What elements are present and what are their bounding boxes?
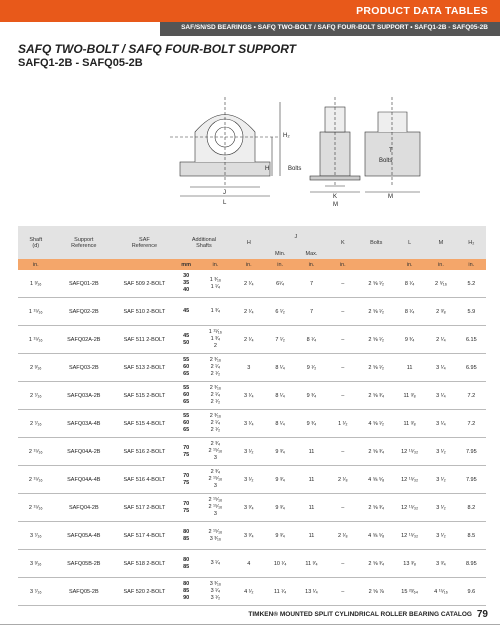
cell-j-min: 6¹⁄₄ (264, 270, 295, 298)
cell-j-min: 8 ¹⁄₄ (264, 410, 295, 438)
table-row (18, 466, 486, 494)
cell-shaft: 1 ¹⁵⁄₁₆ (18, 298, 54, 326)
cell-h2: 5.2 (457, 270, 486, 298)
col-j-min: Min. (264, 248, 295, 259)
cell-h: 4 (233, 550, 264, 578)
cell-support: SAFQ03A-4B (54, 410, 115, 438)
cell-support: SAFQ05A-4B (54, 522, 115, 550)
cell-additional-mm-line: 85 (183, 535, 190, 542)
label-t: T (389, 148, 393, 154)
cell-additional-in-line: 3 (213, 455, 217, 461)
cell-additional-in-line: 2 ¹⁄₂ (210, 427, 221, 433)
cell-shaft: 1 ¹⁵⁄₁₆ (18, 326, 54, 354)
cell-shaft: 3 ³⁄₁₆ (18, 550, 54, 578)
table-row (18, 410, 486, 438)
cell-h2: 6.95 (457, 354, 486, 382)
cell-l: 15 ²³⁄₆₄ (394, 578, 425, 606)
cell-k: – (327, 270, 358, 298)
cell-bolts: 2 ⅝ ¹⁄₂ (358, 354, 394, 382)
cell-h: 3 ³⁄₄ (233, 494, 264, 522)
cell-l: 11 ³⁄₈ (394, 382, 425, 410)
cell-additional-in-line: 1 ³⁄₁₆ (209, 276, 222, 283)
section-header (0, 0, 500, 22)
table-row (18, 494, 486, 522)
cell-h2: 7.95 (457, 466, 486, 494)
cell-shaft: 2 ¹⁵⁄₁₆ (18, 494, 54, 522)
cell-additional-mm-line: 30 (183, 273, 190, 279)
cell-support: SAFQ04A-4B (54, 466, 115, 494)
cell-j-max: 8 ¹⁄₄ (296, 326, 327, 354)
cell-m: 3 ¹⁄₂ (425, 466, 456, 494)
table-row (18, 270, 486, 298)
cell-saf: SAF 509 2-BOLT (114, 270, 175, 298)
cell-additional-mm-line: 70 (183, 472, 190, 479)
units-row (18, 259, 486, 270)
cell-saf: SAF 515 2-BOLT (114, 382, 175, 410)
cell-additional-mm (175, 298, 198, 326)
cell-support: SAFQ04A-2B (54, 438, 115, 466)
footer-divider (0, 624, 500, 625)
cell-additional-mm-line: 60 (183, 364, 190, 370)
cell-h: 3 ¹⁄₄ (233, 382, 264, 410)
cell-additional-mm-line: 45 (183, 308, 190, 314)
unit-cell: in. (264, 259, 295, 270)
cell-j-min: 6 ¹⁄₂ (264, 298, 295, 326)
cell-bolts: 2 ⅝ ³⁄₄ (358, 550, 394, 578)
cell-support: SAFQ02-2B (54, 298, 115, 326)
cell-j-max: 9 ³⁄₄ (296, 410, 327, 438)
cell-bolts: 2 ⅝ ¹⁄₂ (358, 298, 394, 326)
cell-saf: SAF 513 2-BOLT (114, 354, 175, 382)
table-row (18, 438, 486, 466)
cell-support: SAFQ04-2B (54, 494, 115, 522)
cell-additional-in-line: 1 ³⁄₄ (210, 336, 221, 342)
col-shaft: Shaft (d) (18, 226, 54, 259)
cell-shaft: 2 ¹⁵⁄₁₆ (18, 438, 54, 466)
cell-k: – (327, 354, 358, 382)
cell-additional-in (198, 410, 234, 438)
cell-additional-mm-line: 65 (183, 399, 190, 405)
cell-bolts: 4 ⅝ ⁵⁄₈ (358, 466, 394, 494)
cell-additional-mm-line: 80 (183, 556, 190, 563)
cell-support: SAFQ05-2B (54, 578, 115, 606)
cell-j-max: 7 (296, 298, 327, 326)
cell-l: 12 ¹⁵⁄₃₂ (394, 438, 425, 466)
cell-j-max: 9 ³⁄₄ (296, 382, 327, 410)
unit-cell (114, 259, 175, 270)
cell-m: 3 ¹⁄₄ (425, 354, 456, 382)
cell-l: 11 ³⁄₈ (394, 410, 425, 438)
cell-additional-in-line: 2 ³⁄₄ (210, 469, 221, 475)
cell-h2: 7.2 (457, 382, 486, 410)
cell-j-max: 11 (296, 438, 327, 466)
cell-additional-in-line: 2 ³⁄₁₆ (209, 385, 222, 391)
cell-k: – (327, 550, 358, 578)
cell-additional-mm (175, 270, 198, 298)
cell-h: 3 ¹⁄₂ (233, 438, 264, 466)
cell-saf: SAF 520 2-BOLT (114, 578, 175, 606)
cell-j-max: 13 ¹⁄₄ (296, 578, 327, 606)
cell-bolts: 2 ⅝ ³⁄₄ (358, 494, 394, 522)
cell-l: 8 ¹⁄₄ (394, 270, 425, 298)
cell-m: 2 ³⁄₈ (425, 298, 456, 326)
cell-l: 12 ¹⁵⁄₃₂ (394, 494, 425, 522)
cell-additional-in (198, 326, 234, 354)
footer-text: TIMKEN® MOUNTED SPLIT CYLINDRICAL ROLLER BEARING CATALOG (248, 611, 472, 618)
cell-h: 3 ¹⁄₂ (233, 466, 264, 494)
cell-additional-in-line: 2 ¹⁄₄ (210, 420, 221, 426)
cell-additional-in (198, 382, 234, 410)
cell-k: – (327, 298, 358, 326)
cell-k: – (327, 438, 358, 466)
cell-saf: SAF 511 2-BOLT (114, 326, 175, 354)
cell-additional-in (198, 466, 234, 494)
cell-additional-mm-line: 75 (183, 507, 190, 514)
table-row (18, 578, 486, 606)
cell-saf: SAF 517 4-BOLT (114, 522, 175, 550)
table-row (18, 550, 486, 578)
cell-support: SAFQ02A-2B (54, 326, 115, 354)
cell-additional-in-line: 1 ¹⁄₄ (210, 283, 221, 290)
cell-additional-mm-line: 60 (183, 392, 190, 398)
cell-h2: 7.2 (457, 410, 486, 438)
unit-cell: in. (425, 259, 456, 270)
unit-cell: in. (457, 259, 486, 270)
unit-cell: in. (394, 259, 425, 270)
cell-m: 2 ¹⁄₄ (425, 326, 456, 354)
cell-additional-mm (175, 550, 198, 578)
cell-additional-in-line: 2 ¹⁄₄ (210, 364, 221, 370)
cell-j-max: 7 (296, 270, 327, 298)
table-row (18, 326, 486, 354)
cell-l: 12 ¹⁵⁄₃₂ (394, 466, 425, 494)
cell-shaft: 3 ⁷⁄₁₆ (18, 578, 54, 606)
cell-m: 4 ¹⁵⁄₁₆ (425, 578, 456, 606)
cell-bolts: 2 ⅝ ³⁄₄ (358, 382, 394, 410)
cell-l: 9 ³⁄₄ (394, 326, 425, 354)
cell-h2: 8.95 (457, 550, 486, 578)
cell-m: 3 ¹⁄₂ (425, 522, 456, 550)
cell-additional-mm (175, 466, 198, 494)
cell-m: 3 ³⁄₄ (425, 550, 456, 578)
cell-additional-in-line: 2 ¹⁵⁄₁₆ (208, 448, 223, 454)
cell-l: 8 ¹⁄₄ (394, 298, 425, 326)
cell-k: 1 ¹⁄₂ (327, 410, 358, 438)
cell-additional-mm-line: 70 (183, 444, 190, 451)
section-title: PRODUCT DATA TABLES (356, 5, 488, 17)
cell-additional-mm-line: 85 (183, 563, 190, 570)
breadcrumb (160, 22, 500, 36)
cell-j-max: 11 (296, 522, 327, 550)
cell-additional-in-line: 3 ¹⁄₄ (210, 560, 221, 566)
cell-additional-in-line: 3 ³⁄₁₆ (209, 581, 222, 587)
cell-additional-mm-line: 40 (183, 287, 190, 293)
unit-cell (358, 259, 394, 270)
page-title: SAFQ TWO-BOLT / SAFQ FOUR-BOLT SUPPORT (18, 42, 296, 56)
cell-additional-mm-line: 75 (183, 479, 190, 486)
cell-shaft: 1 ³⁄₁₆ (18, 270, 54, 298)
cell-h: 2 ¹⁄₄ (233, 298, 264, 326)
cell-additional-mm-line: 50 (183, 339, 190, 346)
col-j-max: Max. (296, 248, 327, 259)
cell-additional-in-line: 3 (213, 483, 217, 489)
cell-h2: 9.6 (457, 578, 486, 606)
cell-support: SAFQ03A-2B (54, 382, 115, 410)
table-row (18, 382, 486, 410)
cell-h: 3 ¹⁄₄ (233, 410, 264, 438)
cell-l: 12 ¹⁵⁄₃₂ (394, 522, 425, 550)
cell-h: 3 ³⁄₄ (233, 522, 264, 550)
label-k: K (333, 194, 338, 200)
label-h: H (265, 166, 270, 172)
cell-k: 2 ¹⁄₈ (327, 466, 358, 494)
col-support: Support Reference (54, 226, 115, 259)
cell-saf: SAF 516 2-BOLT (114, 438, 175, 466)
cell-l: 11 (394, 354, 425, 382)
cell-j-max: 11 (296, 466, 327, 494)
cell-additional-mm-line: 65 (183, 427, 190, 433)
cell-additional-mm (175, 326, 198, 354)
cell-h2: 8.5 (457, 522, 486, 550)
cell-additional-in (198, 578, 234, 606)
cell-additional-in-line: 2 ³⁄₁₆ (209, 413, 222, 419)
col-l: L (394, 226, 425, 259)
label-l: L (223, 200, 227, 206)
cell-additional-in-line: 1 ¹¹⁄₁₆ (208, 329, 223, 335)
cell-additional-in (198, 550, 234, 578)
cell-additional-in-line: 2 ¹⁄₄ (210, 392, 221, 398)
cell-additional-in-line: 3 ¹⁄₄ (210, 588, 221, 594)
breadcrumb-text: SAF/SN/SD BEARINGS • SAFQ TWO-BOLT / SAFQ FOUR-BOLT SUPPORT • SAFQ1-2B - SAFQ05-2B (181, 24, 488, 31)
cell-h2: 7.95 (457, 438, 486, 466)
cell-additional-mm (175, 578, 198, 606)
cell-bolts: 2 ⅝ ³⁄₄ (358, 438, 394, 466)
col-h2: H₂ (457, 226, 486, 259)
cell-additional-mm-line: 55 (183, 357, 190, 363)
cell-saf: SAF 510 2-BOLT (114, 298, 175, 326)
cell-j-min: 9 ³⁄₄ (264, 466, 295, 494)
cell-additional-mm-line: 85 (183, 588, 190, 594)
cell-additional-in-line: 3 ¹⁄₂ (210, 595, 221, 601)
page-number: 79 (476, 609, 488, 620)
cell-k: – (327, 382, 358, 410)
cell-additional-mm (175, 410, 198, 438)
col-additional: Additional Shafts (175, 226, 233, 259)
cell-k: – (327, 326, 358, 354)
cell-j-min: 9 ³⁄₄ (264, 494, 295, 522)
product-data-table (18, 226, 486, 606)
cell-additional-mm-line: 75 (183, 451, 190, 458)
cell-additional-mm-line: 35 (183, 280, 190, 286)
cell-additional-mm-line: 80 (183, 581, 190, 587)
cell-saf: SAF 517 2-BOLT (114, 494, 175, 522)
cell-additional-mm-line: 80 (183, 528, 190, 535)
cell-saf: SAF 515 4-BOLT (114, 410, 175, 438)
cell-saf: SAF 518 2-BOLT (114, 550, 175, 578)
cell-additional-mm-line: 90 (183, 595, 190, 601)
cell-shaft: 3 ⁷⁄₁₆ (18, 522, 54, 550)
cell-additional-mm-line: 45 (183, 332, 190, 339)
cell-h2: 6.15 (457, 326, 486, 354)
unit-cell: in. (233, 259, 264, 270)
cell-m: 3 ¹⁄₂ (425, 438, 456, 466)
cell-j-min: 10 ¹⁄₄ (264, 550, 295, 578)
cell-m: 3 ¹⁄₄ (425, 410, 456, 438)
unit-cell: in. (327, 259, 358, 270)
cell-bolts: 2 ⅝ ⅞ (358, 578, 394, 606)
cell-additional-in (198, 354, 234, 382)
cell-m: 2 ⁵⁄₁₆ (425, 270, 456, 298)
cell-j-max: 9 ¹⁄₂ (296, 354, 327, 382)
cell-k: – (327, 578, 358, 606)
cell-additional-in-line: 3 ³⁄₁₆ (209, 535, 222, 542)
cell-additional-mm-line: 60 (183, 420, 190, 426)
cell-bolts: 2 ⅝ ¹⁄₂ (358, 326, 394, 354)
unit-cell: mm (175, 259, 198, 270)
cell-j-min: 9 ³⁄₄ (264, 522, 295, 550)
cell-bolts: 4 ⅝ ¹⁄₂ (358, 410, 394, 438)
cell-additional-mm (175, 494, 198, 522)
cell-additional-in (198, 298, 234, 326)
cell-additional-mm (175, 522, 198, 550)
cell-additional-in (198, 522, 234, 550)
cell-h: 2 ¹⁄₄ (233, 326, 264, 354)
cell-h: 4 ¹⁄₂ (233, 578, 264, 606)
cell-support: SAFQ01-2B (54, 270, 115, 298)
cell-additional-mm (175, 438, 198, 466)
cell-h2: 5.9 (457, 298, 486, 326)
label-bolts-left: Bolts (288, 166, 302, 172)
cell-additional-mm-line: 55 (183, 413, 190, 419)
cell-additional-mm (175, 354, 198, 382)
label-m-right: M (388, 194, 393, 200)
technical-drawing (150, 92, 430, 214)
cell-additional-in (198, 494, 234, 522)
cell-additional-in (198, 438, 234, 466)
col-m: M (425, 226, 456, 259)
cell-j-max: 11 ³⁄₄ (296, 550, 327, 578)
cell-shaft: 2 ³⁄₁₆ (18, 354, 54, 382)
cell-j-min: 11 ¹⁄₄ (264, 578, 295, 606)
cell-shaft: 2 ¹⁵⁄₁₆ (18, 466, 54, 494)
cell-j-min: 7 ¹⁄₂ (264, 326, 295, 354)
cell-saf: SAF 516 4-BOLT (114, 466, 175, 494)
table-row (18, 522, 486, 550)
unit-cell: in. (296, 259, 327, 270)
cell-bolts: 2 ⅝ ¹⁄₂ (358, 270, 394, 298)
table-row (18, 354, 486, 382)
cell-shaft: 2 ⁷⁄₁₆ (18, 410, 54, 438)
cell-support: SAFQ05B-2B (54, 550, 115, 578)
cell-h: 3 (233, 354, 264, 382)
cell-additional-mm-line: 55 (183, 385, 190, 391)
cell-bolts: 4 ⅝ ⁵⁄₈ (358, 522, 394, 550)
cell-j-min: 8 ¹⁄₄ (264, 382, 295, 410)
col-saf: SAF Reference (114, 226, 175, 259)
cell-h: 2 ¹⁄₄ (233, 270, 264, 298)
cell-m: 3 ¹⁄₂ (425, 494, 456, 522)
cell-m: 3 ¹⁄₄ (425, 382, 456, 410)
col-j: J (264, 226, 327, 248)
cell-j-max: 11 (296, 494, 327, 522)
unit-cell (54, 259, 115, 270)
cell-additional-in-line: 2 ¹⁵⁄₁₆ (208, 497, 223, 503)
label-j: J (223, 190, 226, 196)
unit-cell: in. (198, 259, 234, 270)
page-subtitle: SAFQ1-2B - SAFQ05-2B (18, 57, 143, 69)
cell-j-min: 8 ¹⁄₄ (264, 354, 295, 382)
cell-support: SAFQ03-2B (54, 354, 115, 382)
cell-j-min: 9 ³⁄₄ (264, 438, 295, 466)
cell-additional-in (198, 270, 234, 298)
label-h2: H₂ (283, 133, 290, 139)
cell-additional-in-line: 2 (213, 343, 217, 349)
cell-l: 13 ³⁄₈ (394, 550, 425, 578)
unit-cell: in. (18, 259, 54, 270)
table-row (18, 298, 486, 326)
cell-additional-in-line: 3 (213, 511, 217, 517)
cell-additional-mm-line: 70 (183, 500, 190, 507)
cell-additional-in-line: 2 ¹⁄₂ (210, 371, 221, 377)
cell-additional-mm (175, 382, 198, 410)
cell-additional-in-line: 2 ¹⁵⁄₁₆ (208, 504, 223, 510)
col-k: K (327, 226, 358, 259)
col-bolts: Bolts (358, 226, 394, 259)
cell-k: – (327, 494, 358, 522)
cell-h2: 8.2 (457, 494, 486, 522)
cell-additional-in-line: 2 ¹⁵⁄₁₆ (208, 528, 223, 535)
cell-additional-mm-line: 65 (183, 371, 190, 377)
cell-additional-in-line: 2 ¹⁵⁄₁₆ (208, 476, 223, 482)
cell-additional-in-line: 2 ³⁄₁₆ (209, 357, 222, 363)
cell-additional-in-line: 1 ³⁄₄ (210, 308, 221, 314)
label-m: M (333, 202, 338, 208)
cell-shaft: 2 ⁷⁄₁₆ (18, 382, 54, 410)
cell-additional-in-line: 2 ³⁄₄ (210, 441, 221, 447)
label-bolts-right: Bolts (379, 158, 393, 164)
page-footer (0, 610, 500, 624)
cell-additional-in-line: 2 ¹⁄₂ (210, 399, 221, 405)
col-h: H (233, 226, 264, 259)
cell-k: 2 ¹⁄₈ (327, 522, 358, 550)
